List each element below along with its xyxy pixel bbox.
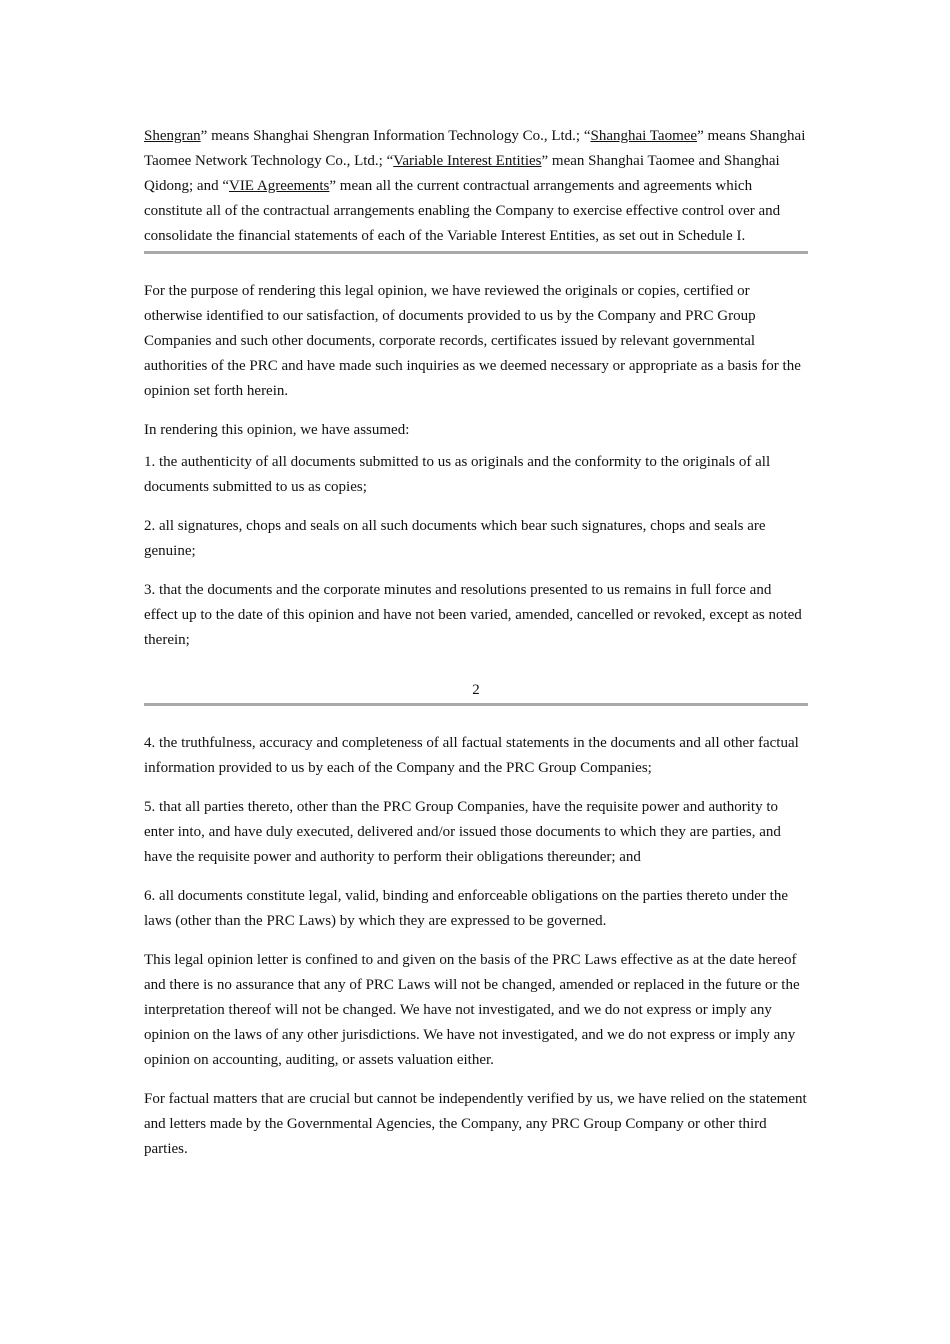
definition-text: ” means Shanghai Taomee Network Technology Co., Ltd.; “ <box>144 128 806 169</box>
page-break-rule <box>144 251 808 254</box>
defined-term-vie-agreements: VIE Agreements <box>228 178 330 194</box>
confined-paragraph: This legal opinion letter is confined to and given on the basis of the PRC Laws effective as at the date hereof and there is no assurance that any of PRC Laws will not be changed, amended or replaced in the future or the interpretation thereof will not be changed. We have not investigated, and we do not express or imply any opinion on the laws of any other jurisdictions. We have not investigated, and we do not express or imply any opinion on accounting, auditing, or assets valuation either. <box>144 952 800 1068</box>
definition-text: ” mean all the current contractual arrangements and agreements which constitute all of the contractual arrangements enabling the Company to exercise effective control over and consolidate the financial statements of each of the Variable Interest Entities, as set out in Schedule I. <box>144 178 781 244</box>
definition-text: ” means Shanghai Shengran Information Technology Co., Ltd.; “ <box>200 128 591 144</box>
assumption-item: 6. all documents constitute legal, valid, binding and enforceable obligations on the parties thereto under the laws (other than the PRC Laws) by which they are expressed to be governed. <box>144 888 788 929</box>
defined-term-shanghai-taomee: Shanghai Taomee <box>590 128 698 144</box>
page-number: 2 <box>472 682 480 698</box>
page-break-rule <box>144 703 808 706</box>
assumption-item: 5. that all parties thereto, other than the PRC Group Companies, have the requisite power and authority to enter into, and have duly executed, delivered and/or issued those documents to which they are parties, and have the requisite power and authority to perform their obligations thereunder; and <box>144 799 781 865</box>
defined-term-shengran: Shengran <box>144 128 201 144</box>
definitions-paragraph <box>144 124 808 249</box>
definition-text: ” mean Shanghai Taomee and Shanghai Qidong; and “ <box>144 153 780 194</box>
purpose-paragraph: For the purpose of rendering this legal opinion, we have reviewed the originals or copies, certified or otherwise identified to our satisfaction, of documents provided to us by the Company and PRC Group Companies and such other documents, corporate records, certificates issued by relevant governmental authorities of the PRC and have made such inquiries as we deemed necessary or appropriate as a basis for the opinion set forth herein. <box>144 283 801 399</box>
assumption-item: 1. the authenticity of all documents submitted to us as originals and the conformity to the originals of all documents submitted to us as copies; <box>144 454 771 495</box>
factual-matters-paragraph: For factual matters that are crucial but cannot be independently verified by us, we have relied on the statement and letters made by the Governmental Agencies, the Company, any PRC Group Company or other third parties. <box>144 1091 807 1157</box>
assumption-item: 3. that the documents and the corporate minutes and resolutions presented to us remains in full force and effect up to the date of this opinion and have not been varied, amended, cancelled or revoked, except as noted therein; <box>144 582 802 648</box>
assumption-item: 4. the truthfulness, accuracy and completeness of all factual statements in the documents and all other factual information provided to us by each of the Company and the PRC Group Companies; <box>144 735 799 776</box>
assumption-item: 2. all signatures, chops and seals on all such documents which bear such signatures, chops and seals are genuine; <box>144 518 766 559</box>
assumptions-intro: In rendering this opinion, we have assumed: <box>144 422 410 438</box>
defined-term-variable-interest-entities: Variable Interest Entities <box>393 153 542 169</box>
document-page <box>144 124 808 1162</box>
